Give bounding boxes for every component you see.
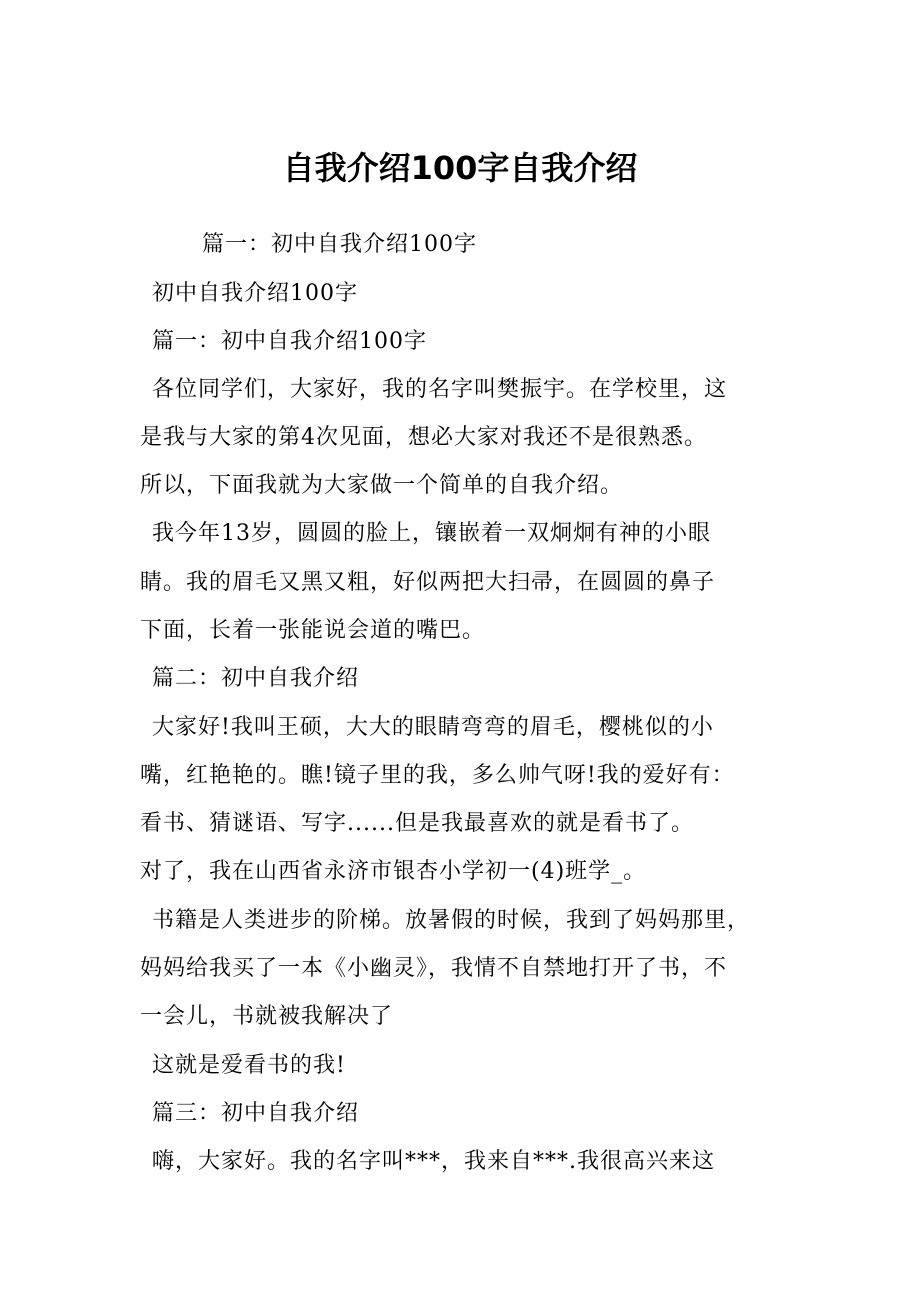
text-line: 这就是爱看书的我! bbox=[152, 1053, 346, 1078]
text-line: 是我与大家的第4次见面，想必大家对我还不是很熟悉。 bbox=[140, 425, 707, 450]
text-line: 我今年13岁，圆圆的脸上，镶嵌着一双炯炯有神的小眼 bbox=[152, 521, 711, 546]
document-title: 自我介绍100字自我介绍 bbox=[282, 149, 638, 187]
text-line: 篇一：初中自我介绍100字 bbox=[202, 232, 477, 257]
text-line: 看书、猜谜语、写字......但是我最喜欢的就是看书了。 bbox=[140, 811, 694, 836]
text-line: 篇二：初中自我介绍 bbox=[152, 666, 360, 691]
text-line: 睛。我的眉毛又黑又粗，好似两把大扫帚，在圆圆的鼻子 bbox=[140, 570, 716, 595]
text-line: 嘴，红艳艳的。瞧!镜子里的我，多么帅气呀!我的爱好有： bbox=[140, 763, 735, 788]
text-line: 一会儿，书就被我解决了 bbox=[140, 1004, 394, 1029]
text-line: 对了，我在山西省永济市银杏小学初一(4)班学_。 bbox=[140, 859, 647, 884]
text-line: 各位同学们，大家好，我的名字叫樊振宇。在学校里，这 bbox=[152, 377, 728, 402]
text-line: 初中自我介绍100字 bbox=[152, 281, 358, 306]
text-line: 嗨，大家好。我的名字叫***，我来自***.我很高兴来这 bbox=[152, 1149, 715, 1174]
text-line: 书籍是人类进步的阶梯。放暑假的时候，我到了妈妈那里， bbox=[152, 908, 751, 933]
text-line: 篇三：初中自我介绍 bbox=[152, 1101, 360, 1126]
text-line: 大家好!我叫王硕，大大的眼睛弯弯的眉毛，樱桃似的小 bbox=[152, 715, 714, 740]
text-line: 所以，下面我就为大家做一个简单的自我介绍。 bbox=[140, 473, 624, 498]
text-line: 篇一：初中自我介绍100字 bbox=[152, 329, 427, 354]
text-line: 下面，长着一张能说会道的嘴巴。 bbox=[140, 618, 486, 643]
text-line: 妈妈给我买了一本《小幽灵》，我情不自禁地打开了书，不 bbox=[140, 956, 728, 981]
